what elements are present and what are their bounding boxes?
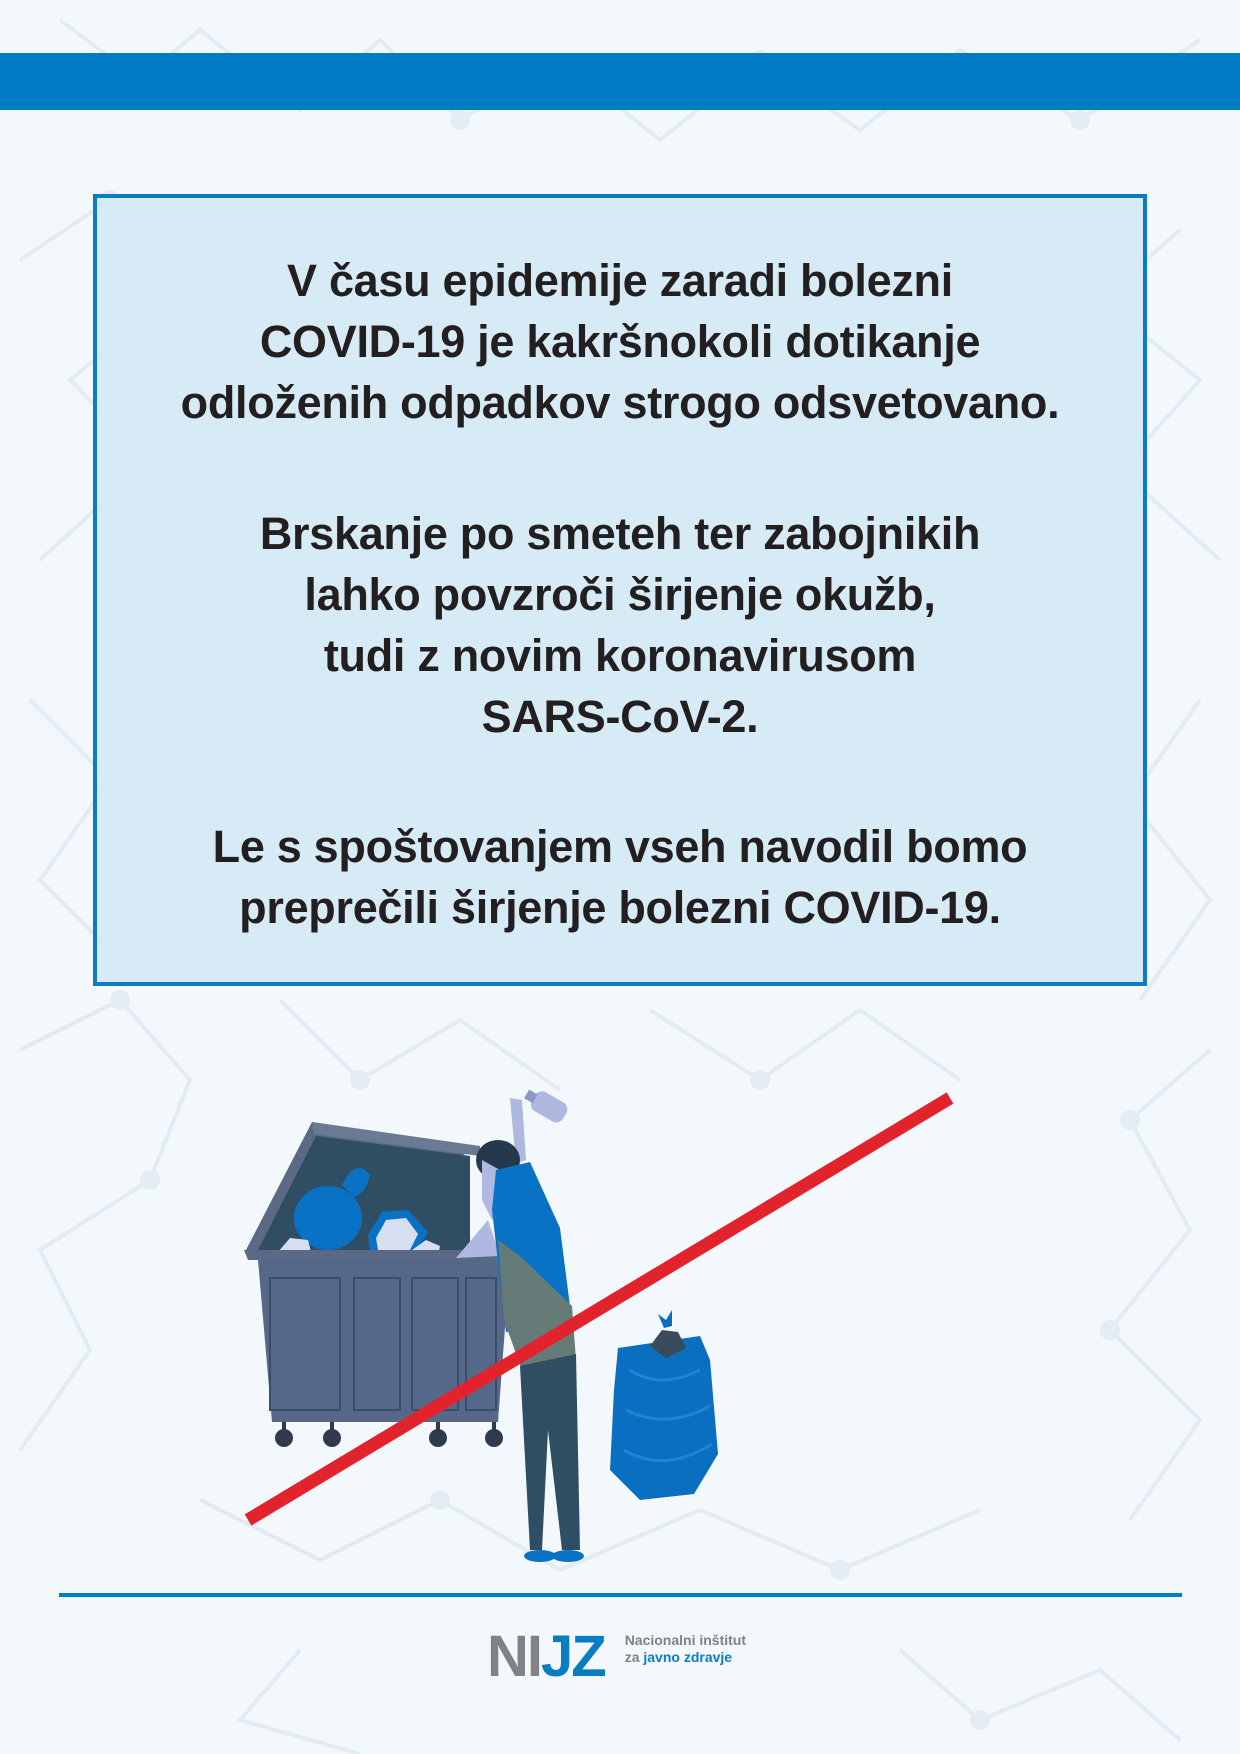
trash-bag-icon <box>610 1310 718 1500</box>
text-line: odloženih odpadkov strogo odsvetovano. <box>180 377 1060 428</box>
text-line: SARS-CoV-2. <box>481 691 759 742</box>
text-line: preprečili širjenje bolezni COVID-19. <box>239 882 1001 933</box>
warning-paragraph <box>97 250 1143 433</box>
text-line: V času epidemije zaradi bolezni <box>287 255 953 306</box>
text-line: tudi z novim koronavirusom <box>323 630 917 681</box>
text-line: Le s spoštovanjem vseh navodil bomo <box>212 821 1028 872</box>
dumpster-icon <box>244 1122 512 1447</box>
nijz-logo <box>487 1624 747 1692</box>
logo-line-2: za javno zdravje <box>624 1649 733 1665</box>
header-bar <box>0 53 1240 110</box>
logo-mark: NIJZ <box>487 1624 605 1689</box>
risk-paragraph <box>97 503 1143 747</box>
message-box <box>93 194 1147 986</box>
text-line: lahko povzroči širjenje okužb, <box>304 569 936 620</box>
text-line: Brskanje po smeteh ter zabojnikih <box>259 508 981 559</box>
call-to-action-paragraph <box>97 816 1143 938</box>
dumpster-diving-prohibited-illustration <box>230 1060 990 1580</box>
logo-wordmark <box>625 1632 746 1666</box>
footer-divider <box>59 1593 1182 1597</box>
logo-line-1: Nacionalni inštitut <box>624 1632 747 1648</box>
text-line: COVID-19 je kakršnokoli dotikanje <box>259 316 981 367</box>
